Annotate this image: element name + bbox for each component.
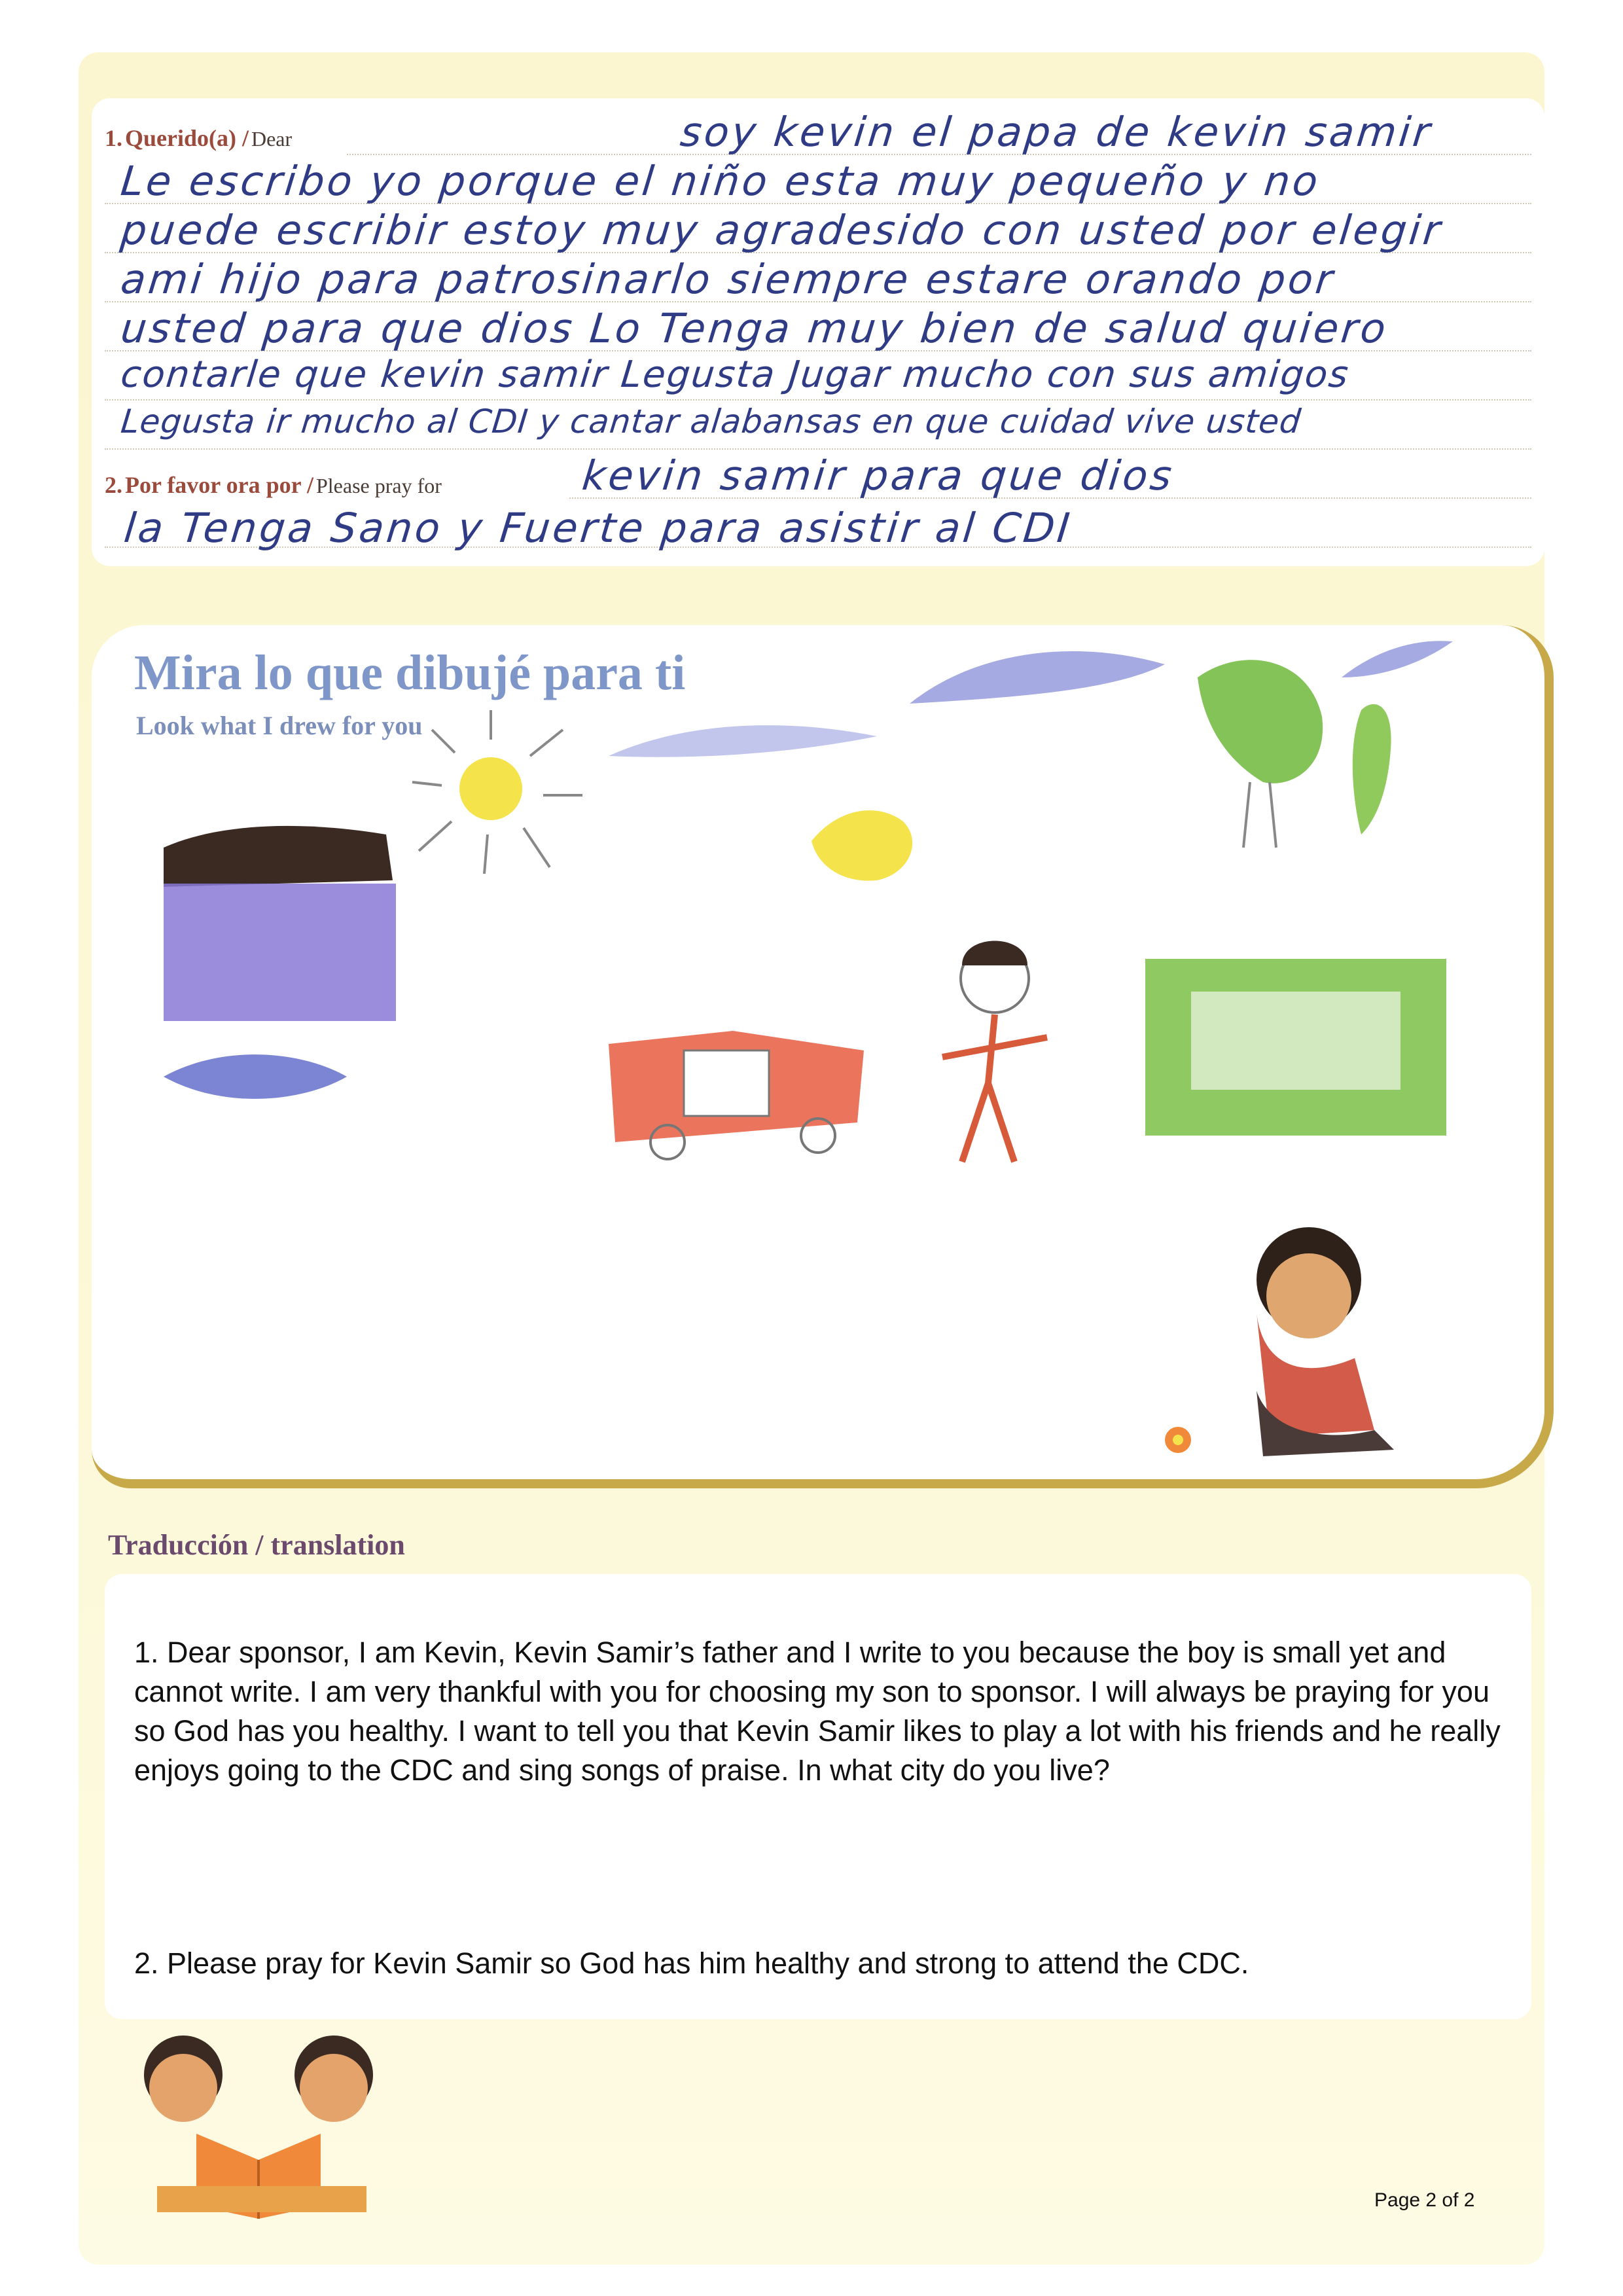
- desk: [157, 2186, 366, 2212]
- handwritten-line: Le escribo yo porque el niño esta muy pequeño y no: [118, 157, 1323, 205]
- translation-paragraph-1: 1. Dear sponsor, I am Kevin, Kevin Samir’s father and I write to you because the boy is small yet and cannot write. I am very thankful with you for choosing my son to sponsor. I will always be praying for you so God has you healthy. I want to tell you that Kevin Samir likes to play a lot with his friends and he really enjoys going to the CDC and sing songs of praise. In what city do you live?: [134, 1636, 1501, 1787]
- translation-paragraph-2: 2. Please pray for Kevin Samir so God has him healthy and strong to attend the CDC.: [134, 1946, 1249, 1980]
- reading-children-illustration: [111, 2022, 406, 2219]
- handwritten-line: Legusta ir mucho al CDI y cantar alabansas en que cuidad vive usted: [118, 403, 1304, 440]
- handwritten-line: usted para que dios Lo Tenga muy bien de salud quiero: [118, 304, 1391, 352]
- dear-number: 1.: [105, 125, 122, 151]
- pray-label-es: Por favor ora por /: [125, 472, 313, 498]
- page-number: Page 2 of 2: [1374, 2189, 1475, 2211]
- child-drawing: [92, 625, 1544, 1479]
- cloud-scribble: [1342, 641, 1453, 677]
- handwritten-line: puede escribir estoy muy agradesido con usted por elegir: [118, 206, 1446, 254]
- rule-line: [105, 448, 1531, 450]
- pray-label-en: Please pray for: [315, 474, 442, 497]
- pray-label: [105, 471, 442, 499]
- handwritten-pray-line: kevin samir para que dios: [580, 452, 1177, 499]
- sun-icon: [459, 757, 522, 820]
- pray-number: 2.: [105, 472, 122, 498]
- translation-heading: Traducción / translation: [108, 1529, 405, 1561]
- house-roof: [164, 826, 393, 887]
- tree-icon: [1353, 704, 1391, 834]
- handwritten-line: ami hijo para patrosinarlo siempre estare orando por: [118, 255, 1338, 303]
- handwritten-line: soy kevin el papa de kevin samir: [678, 108, 1435, 156]
- handwritten-pray-line: la Tenga Sano y Fuerte para asistir al CDI: [122, 504, 1075, 552]
- handwritten-line: contarle que kevin samir Legusta Jugar mucho con sus amigos: [118, 353, 1352, 396]
- drawing-subtitle: Look what I drew for you: [136, 711, 423, 740]
- dear-label: [105, 124, 292, 152]
- dear-label-es: Querido(a) /: [125, 125, 249, 151]
- bird-icon: [812, 810, 912, 881]
- house-icon: [164, 884, 396, 1021]
- person-icon: [942, 1014, 1047, 1162]
- dear-label-en: Dear: [251, 127, 293, 151]
- fish-icon: [164, 1054, 347, 1099]
- rule-line: [105, 399, 1531, 401]
- cloud-scribble: [609, 725, 877, 757]
- drawing-title: Mira lo que dibujé para ti: [134, 645, 686, 700]
- cloud-scribble: [910, 651, 1165, 704]
- tree-icon: [1198, 660, 1323, 783]
